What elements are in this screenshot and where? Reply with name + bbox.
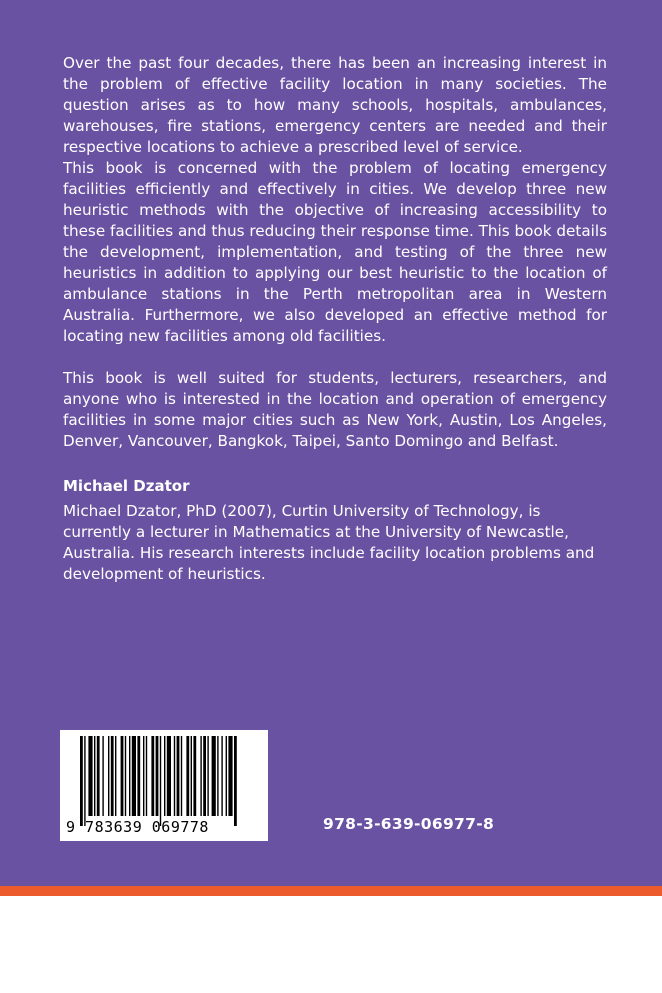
barcode-bar	[234, 736, 237, 826]
barcode-bar	[203, 736, 206, 816]
book-blurb	[63, 53, 607, 452]
barcode-bar	[207, 736, 208, 816]
barcode-bar	[146, 736, 147, 816]
barcode-bar	[108, 736, 109, 816]
barcode-bar	[191, 736, 192, 816]
barcode	[60, 730, 268, 841]
barcode-bar	[167, 736, 171, 816]
barcode-bar	[174, 736, 175, 816]
barcode-bar	[156, 736, 159, 816]
barcode-bar	[143, 736, 144, 816]
barcode-bar	[177, 736, 180, 816]
bottom-margin	[0, 896, 662, 993]
barcode-bar	[200, 736, 201, 816]
barcode-bar	[80, 736, 83, 826]
barcode-bar	[129, 736, 130, 816]
barcode-bar	[228, 736, 232, 816]
barcode-bar	[84, 736, 85, 826]
blurb-paragraph-2: This book is concerned with the problem of locating emergency facilities efficiently and effectively in cities. We develop three new heuristic methods with the objective of increasing accessibility to these facilities and thus reducing their response time. This book details the development, implementation, and testing of the three new heuristics in addition to applying our best heuristic to the location of ambulance stations in the Perth metropolitan area in Western Australia. Furthermore, we also developed an effective method for locating new facilities among old facilities.	[63, 159, 607, 345]
barcode-bar	[164, 736, 165, 816]
barcode-bar	[193, 736, 196, 816]
barcode-bar	[217, 736, 218, 816]
barcode-bar	[94, 736, 95, 816]
author-name: Michael Dzator	[63, 477, 190, 495]
barcode-bar	[88, 736, 92, 816]
barcode-bar	[151, 736, 154, 816]
author-bio: Michael Dzator, PhD (2007), Curtin University of Technology, is currently a lecturer in Mathematics at the University of Newcastle, Australia. His research interests include facility location problems and development of heuristics.	[63, 502, 595, 583]
barcode-bar	[121, 736, 124, 816]
barcode-bar	[181, 736, 182, 816]
barcode-bar	[226, 736, 227, 816]
barcode-bar	[125, 736, 126, 816]
barcode-bar	[132, 736, 136, 816]
barcode-digits: 9 783639 069778	[66, 818, 209, 836]
barcode-bar	[111, 736, 114, 816]
barcode-bar	[212, 736, 216, 816]
barcode-bar	[102, 736, 103, 816]
barcode-bar	[97, 736, 100, 816]
barcode-bar	[115, 736, 116, 816]
orange-stripe	[0, 886, 662, 896]
barcode-bar	[221, 736, 222, 816]
isbn-number: 978-3-639-06977-8	[323, 815, 495, 833]
barcode-bar	[186, 736, 189, 816]
blurb-paragraph-3: This book is well suited for students, lecturers, researchers, and anyone who is interested in the location and operation of emergency facilities in some major cities such as New York, Austin, Los Angeles, Denver, Vancouver, Bangkok, Taipei, Santo Domingo and Belfast.	[63, 369, 607, 450]
barcode-bar	[137, 736, 140, 816]
barcode-bar	[160, 736, 161, 826]
blurb-paragraph-1: Over the past four decades, there has been an increasing interest in the problem of effective facility location in many societies. The question arises as to how many schools, hospitals, ambulances, warehouses, fire stations, emergency centers are needed and their respective locations to achieve a prescribed level of service.	[63, 54, 607, 156]
